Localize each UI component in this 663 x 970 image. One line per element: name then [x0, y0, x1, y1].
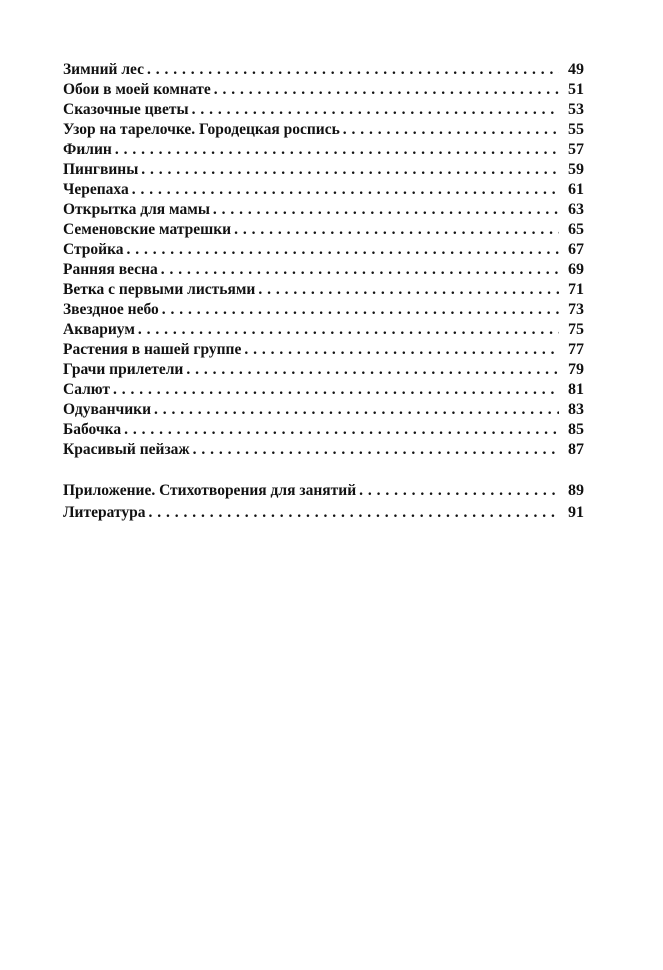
toc-entry-skazochnye-cvety[interactable] [63, 100, 584, 120]
toc-entry-salyut[interactable] [63, 380, 584, 400]
toc-entry-title: Звездное небо [63, 301, 159, 318]
toc-entry-page: 85 [568, 421, 584, 438]
toc-entry-title: Обои в моей комнате [63, 81, 211, 98]
toc-entry-title: Красивый пейзаж [63, 441, 190, 458]
toc-entry-page: 77 [568, 341, 584, 358]
toc-entry-page: 51 [568, 81, 584, 98]
toc-entry-oboi[interactable] [63, 80, 584, 100]
toc-entry-title: Ветка с первыми листьями [63, 281, 256, 298]
dot-leader [186, 360, 559, 380]
toc-entry-page: 83 [568, 401, 584, 418]
toc-entry-page: 65 [568, 221, 584, 238]
toc-entry-page: 87 [568, 441, 584, 458]
table-of-contents [63, 60, 584, 523]
toc-entry-babochka[interactable] [63, 420, 584, 440]
toc-entry-uzor[interactable] [63, 120, 584, 140]
toc-entry-akvarium[interactable] [63, 320, 584, 340]
toc-entry-title: Растения в нашей группе [63, 341, 242, 358]
dot-leader [214, 80, 559, 100]
dot-leader [162, 300, 559, 320]
toc-entry-title: Узор на тарелочке. Городецкая роспись [63, 121, 340, 138]
toc-entry-oduvanchiki[interactable] [63, 400, 584, 420]
toc-entry-page: 57 [568, 141, 584, 158]
toc-entry-title: Стройка [63, 241, 124, 258]
toc-entry-page: 91 [568, 504, 584, 521]
toc-entry-zimniy-les[interactable] [63, 60, 584, 80]
dot-leader [193, 440, 559, 460]
toc-entry-otkrytka[interactable] [63, 200, 584, 220]
toc-entry-title: Филин [63, 141, 112, 158]
toc-entry-vetka[interactable] [63, 280, 584, 300]
dot-leader [343, 120, 559, 140]
toc-entry-title: Сказочные цветы [63, 101, 189, 118]
toc-entry-title: Одуванчики [63, 401, 152, 418]
toc-entry-page: 69 [568, 261, 584, 278]
dot-leader [359, 481, 559, 501]
toc-entry-page: 53 [568, 101, 584, 118]
section-spacer [63, 460, 584, 481]
toc-entry-page: 55 [568, 121, 584, 138]
toc-entry-pingviny[interactable] [63, 160, 584, 180]
dot-leader [234, 220, 559, 240]
toc-entry-page: 89 [568, 482, 584, 499]
dot-leader [213, 200, 559, 220]
dot-leader [138, 320, 559, 340]
toc-entry-page: 79 [568, 361, 584, 378]
toc-entry-appendix[interactable] [63, 481, 584, 501]
toc-entry-title: Приложение. Стихотворения для занятий [63, 482, 357, 499]
toc-entry-krasivyy-peyzazh[interactable] [63, 440, 584, 460]
toc-entry-literature[interactable] [63, 503, 584, 523]
toc-entry-title: Черепаха [63, 181, 129, 198]
dot-leader [124, 420, 559, 440]
toc-entry-page: 81 [568, 381, 584, 398]
dot-leader [132, 180, 559, 200]
toc-entry-page: 49 [568, 61, 584, 78]
dot-leader [154, 400, 559, 420]
toc-entry-rannyaya-vesna[interactable] [63, 260, 584, 280]
dot-leader [161, 260, 559, 280]
toc-entry-page: 73 [568, 301, 584, 318]
toc-entry-title: Грачи прилетели [63, 361, 184, 378]
dot-leader [127, 240, 559, 260]
toc-entry-title: Ранняя весна [63, 261, 158, 278]
toc-entry-page: 61 [568, 181, 584, 198]
toc-entry-grachi[interactable] [63, 360, 584, 380]
dot-leader [148, 503, 559, 523]
dot-leader [258, 280, 559, 300]
dot-leader [141, 160, 559, 180]
dot-leader [192, 100, 559, 120]
toc-entry-title: Открытка для мамы [63, 201, 210, 218]
toc-entry-title: Литература [63, 504, 146, 521]
toc-entry-cherepaha[interactable] [63, 180, 584, 200]
toc-entry-title: Пингвины [63, 161, 139, 178]
toc-entry-title: Семеновские матрешки [63, 221, 232, 238]
toc-entry-stroyka[interactable] [63, 240, 584, 260]
toc-entry-zvezdnoe-nebo[interactable] [63, 300, 584, 320]
toc-entry-title: Зимний лес [63, 61, 144, 78]
toc-entry-filin[interactable] [63, 140, 584, 160]
toc-entry-title: Аквариум [63, 321, 135, 338]
toc-entry-page: 63 [568, 201, 584, 218]
dot-leader [147, 60, 559, 80]
toc-entry-page: 59 [568, 161, 584, 178]
dot-leader [115, 140, 559, 160]
toc-entry-title: Бабочка [63, 421, 122, 438]
toc-entry-matreshki[interactable] [63, 220, 584, 240]
toc-entry-page: 75 [568, 321, 584, 338]
dot-leader [113, 380, 559, 400]
toc-entry-page: 67 [568, 241, 584, 258]
toc-entry-page: 71 [568, 281, 584, 298]
toc-entry-rasteniya[interactable] [63, 340, 584, 360]
dot-leader [244, 340, 559, 360]
toc-entry-title: Салют [63, 381, 111, 398]
